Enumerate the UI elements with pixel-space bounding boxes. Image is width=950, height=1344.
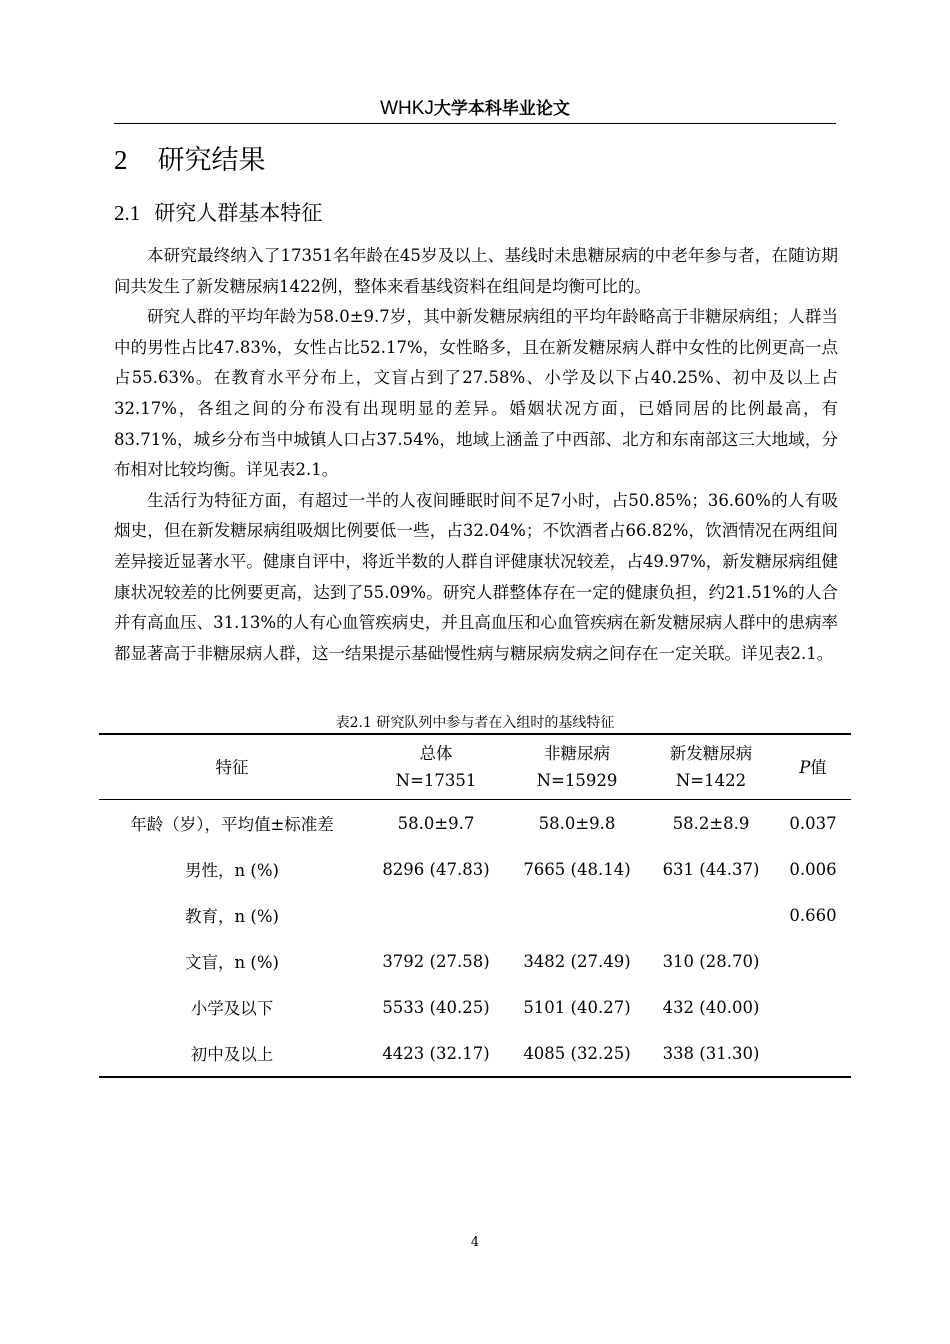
header-new-diabetes: 新发糖尿病 N=1422 [669, 744, 753, 790]
row-label: 小学及以下 [190, 999, 274, 1018]
cell-nondiabetic: 7665 (48.14) [523, 859, 631, 879]
cell-total: 3792 (27.58) [382, 951, 490, 971]
header-new-diabetes-n: N=1422 [675, 771, 747, 790]
section-number: 2.1 [114, 201, 141, 225]
running-head [0, 94, 950, 120]
table-row [99, 984, 851, 1030]
row-label: 男性，n (%) [185, 861, 279, 880]
header-total: 总体 N=17351 [395, 744, 477, 790]
cell-total [365, 892, 507, 938]
table-row [99, 846, 851, 892]
cell-total: 58.0±9.7 [397, 813, 475, 833]
row-label: 初中及以上 [190, 1045, 274, 1064]
cell-p-value [775, 938, 851, 984]
header-nondiabetic: 非糖尿病 N=15929 [536, 744, 618, 790]
cell-total: 8296 (47.83) [382, 859, 490, 879]
cell-nondiabetic: 58.0±9.8 [538, 813, 616, 833]
page-number: 4 [470, 1235, 480, 1250]
chapter-heading [114, 138, 266, 177]
cell-new-diabetes: 310 (28.70) [662, 951, 760, 971]
cell-new-diabetes: 58.2±8.9 [672, 813, 750, 833]
cell-nondiabetic: 5101 (40.27) [523, 997, 631, 1017]
table-row [99, 892, 851, 938]
cell-p-value [775, 1030, 851, 1077]
running-head-prefix: WHKJ [380, 98, 434, 119]
cell-total: 4423 (32.17) [382, 1043, 490, 1063]
cell-p-value: 0.037 [789, 813, 837, 833]
paragraph: 生活行为特征方面，有超过一半的人夜间睡眠时间不足7小时，占50.85%；36.60%的人有吸烟史，但在新发糖尿病组吸烟比例要低一些，占32.04%；不饮酒者占66.82%，饮酒情况在两组间差异接近显著水平。健康自评中，将近半数的人群自评健康状况较差，占49.97%，新发糖尿病组健康状况较差的比例要更高，达到了55.09%。研究人群整体存在一定的健康负担，约21.51%的人合并有高血压、31.13%的人有心血管疾病史，并且高血压和心血管疾病在新发糖尿病人群中的患病率都显著高于非糖尿病人群，这一结果提示基础慢性病与糖尿病发病之间存在一定关联。详见表2.1。 [114, 490, 838, 663]
chapter-number: 2 [114, 145, 128, 175]
chapter-title: 研究结果 [157, 145, 266, 176]
section-title: 研究人群基本特征 [154, 201, 323, 225]
table-row [99, 938, 851, 984]
paragraph: 研究人群的平均年龄为58.0±9.7岁，其中新发糖尿病组的平均年龄略高于非糖尿病组；人群当中的男性占比47.83%，女性占比52.17%，女性略多，且在新发糖尿病人群中女性的比例更高一点占55.63%。在教育水平分布上，文盲占到了27.58%、小学及以下占40.25%、初中及以上占32.17%，各组之间的分布没有出现明显的差异。婚姻状况方面，已婚同居的比例最高，有83.71%，城乡分布当中城镇人口占37.54%，地域上涵盖了中西部、北方和东南部这三大地域，分布相对比较均衡。详见表2.1。 [114, 307, 838, 480]
row-label: 文盲，n (%) [185, 953, 279, 972]
table-header-row [99, 734, 851, 800]
header-feature: 特征 [215, 757, 249, 777]
header-p-value: P值 [799, 757, 827, 777]
table-row [99, 1030, 851, 1077]
cell-nondiabetic [507, 892, 647, 938]
paragraph: 本研究最终纳入了17351名年龄在45岁及以上、基线时未患糖尿病的中老年参与者，在随访期间共发生了新发糖尿病1422例，整体来看基线资料在组间是均衡可比的。 [114, 246, 838, 296]
cell-p-value [775, 984, 851, 1030]
cell-nondiabetic: 4085 (32.25) [523, 1043, 631, 1063]
running-head-title: 大学本科毕业论文 [433, 99, 570, 119]
table-row [99, 800, 851, 847]
baseline-table [99, 733, 851, 1078]
cell-p-value: 0.660 [789, 905, 837, 925]
header-total-n: N=17351 [395, 771, 477, 790]
cell-new-diabetes: 631 (44.37) [662, 859, 760, 879]
header-nondiabetic-n: N=15929 [536, 771, 618, 790]
cell-nondiabetic: 3482 (27.49) [523, 951, 631, 971]
cell-total: 5533 (40.25) [382, 997, 490, 1017]
cell-new-diabetes: 338 (31.30) [662, 1043, 760, 1063]
cell-new-diabetes [647, 892, 775, 938]
header-rule [114, 123, 836, 124]
cell-new-diabetes: 432 (40.00) [662, 997, 760, 1017]
row-label: 年龄（岁），平均值±标准差 [130, 815, 334, 834]
cell-p-value: 0.006 [789, 859, 837, 879]
row-label: 教育，n (%) [185, 907, 279, 926]
table-caption: 表2.1 研究队列中参与者在入组时的基线特征 [335, 715, 615, 731]
body-text [114, 241, 838, 669]
section-heading [114, 197, 322, 227]
